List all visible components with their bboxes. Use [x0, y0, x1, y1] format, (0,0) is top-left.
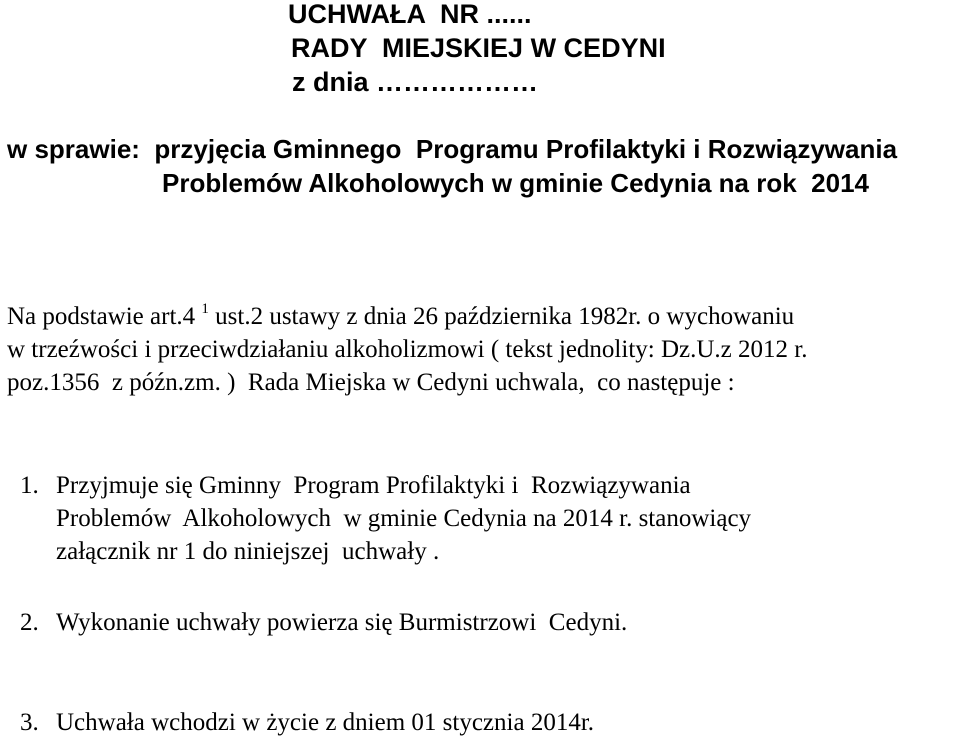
resolution-title: UCHWAŁA NR ......	[288, 0, 532, 29]
paragraph-2-number: 2.	[20, 609, 39, 636]
subject-line-2: Problemów Alkoholowych w gminie Cedynia na rok 2014	[162, 168, 869, 198]
paragraph-1-line-2: Problemów Alkoholowych w gminie Cedynia na 2014 r. stanowiący	[56, 505, 752, 532]
paragraph-2-line-1: Wykonanie uchwały powierza się Burmistrzowi Cedyni.	[56, 609, 628, 636]
paragraph-3-line-1: Uchwała wchodzi w życie z dniem 01 stycznia 2014r.	[56, 709, 595, 736]
legal-basis-text-b: ust.2 ustawy z dnia 26 października 1982r. o wychowaniu	[208, 303, 795, 330]
paragraph-1-line-1: Przyjmuje się Gminny Program Profilaktyki i Rozwiązywania	[56, 472, 691, 499]
council-name: RADY MIEJSKIEJ W CEDYNI	[291, 33, 666, 63]
legal-basis-text-a: Na podstawie art.4	[7, 303, 202, 330]
legal-basis-line-3: poz.1356 z późn.zm. ) Rada Miejska w Cedyni uchwala, co następuje :	[7, 369, 735, 396]
paragraph-1-number: 1.	[20, 472, 39, 499]
subject-line-1: w sprawie: przyjęcia Gminnego Programu Profilaktyki i Rozwiązywania	[7, 134, 898, 164]
resolution-date: z dnia ………………	[292, 67, 539, 97]
paragraph-3-number: 3.	[20, 709, 39, 736]
legal-basis-line-2: w trzeźwości i przeciwdziałaniu alkoholizmowi ( tekst jednolity: Dz.U.z 2012 r.	[7, 336, 808, 363]
legal-basis-line-1	[7, 301, 794, 333]
article-superscript: 1	[201, 300, 209, 317]
paragraph-1-line-3: załącznik nr 1 do niniejszej uchwały .	[56, 538, 440, 565]
